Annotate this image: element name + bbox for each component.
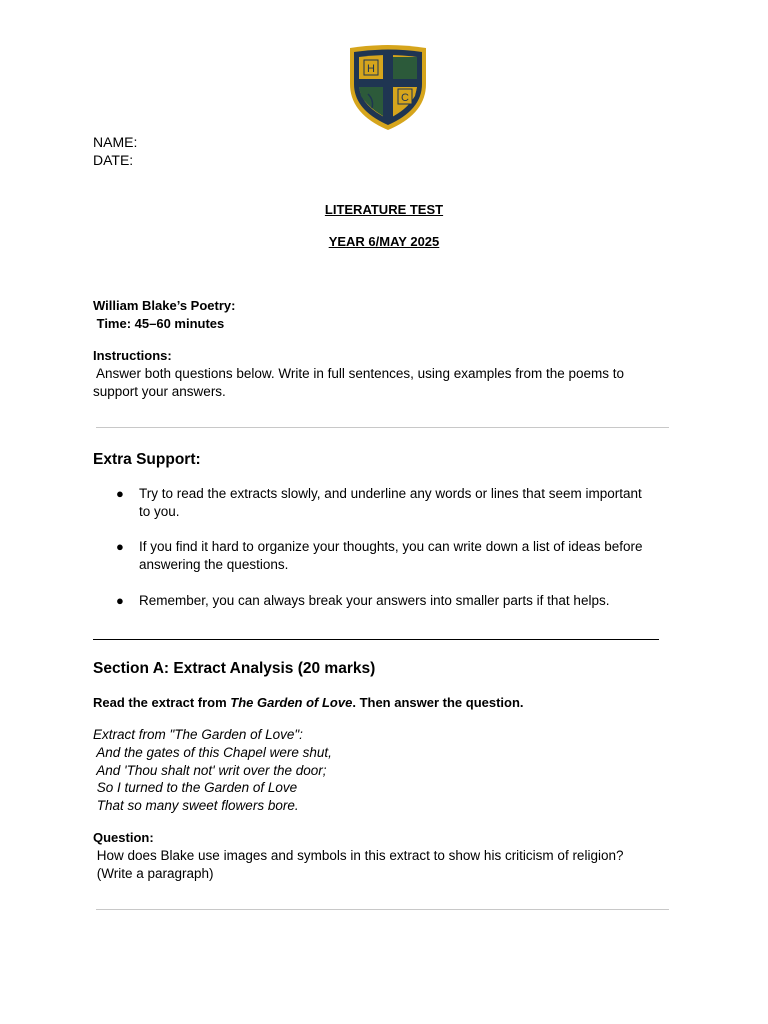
prompt-poem-title: The Garden of Love: [230, 695, 353, 710]
extract-line: And 'Thou shalt not' writ over the door;: [93, 763, 327, 778]
bullet-icon: ●: [116, 539, 124, 554]
time-allowed: Time: 45–60 minutes: [93, 316, 225, 331]
support-item-line: Try to read the extracts slowly, and underline any words or lines that seem important: [139, 486, 642, 501]
extract-line: So I turned to the Garden of Love: [93, 780, 298, 795]
instructions-heading: Instructions:: [93, 348, 172, 363]
bullet-icon: ●: [116, 593, 124, 608]
divider: [96, 909, 669, 910]
support-item-line: Remember, you can always break your answers into smaller parts if that helps.: [139, 593, 610, 608]
prompt-start: Read the extract from: [93, 695, 231, 710]
school-crest-logo: [348, 44, 428, 132]
crest-letter-c: C: [401, 92, 409, 104]
extract-label: Extract from "The Garden of Love":: [93, 727, 303, 742]
test-subtitle: YEAR 6/MAY 2025: [328, 234, 440, 249]
poetry-heading: William Blake’s Poetry:: [93, 298, 236, 313]
divider: [96, 427, 669, 428]
extract-prompt: [93, 694, 524, 712]
crest-letter-h: H: [367, 63, 375, 75]
instructions-line-1: Answer both questions below. Write in full sentences, using examples from the poems to: [93, 366, 625, 381]
instructions-line-2: support your answers.: [93, 384, 226, 399]
support-item-line: to you.: [139, 504, 180, 519]
support-item-line: If you find it hard to organize your thoughts, you can write down a list of ideas before: [139, 539, 643, 554]
support-item-line: answering the questions.: [139, 557, 289, 572]
prompt-end: . Then answer the question.: [352, 695, 524, 710]
section-a-heading: Section A: Extract Analysis (20 marks): [93, 660, 376, 677]
question-text-line-2: (Write a paragraph): [93, 866, 214, 881]
bullet-icon: ●: [116, 486, 124, 501]
extra-support-heading: Extra Support:: [93, 451, 201, 468]
question-text-line-1: How does Blake use images and symbols in this extract to show his criticism of religion?: [93, 848, 624, 863]
test-title: LITERATURE TEST: [324, 202, 444, 217]
extract-line: And the gates of this Chapel were shut,: [93, 745, 332, 760]
extract-line: That so many sweet flowers bore.: [93, 798, 299, 813]
date-label: DATE:: [93, 152, 134, 168]
question-label: Question:: [93, 830, 154, 845]
section-divider: [93, 639, 659, 640]
name-label: NAME:: [93, 134, 138, 150]
